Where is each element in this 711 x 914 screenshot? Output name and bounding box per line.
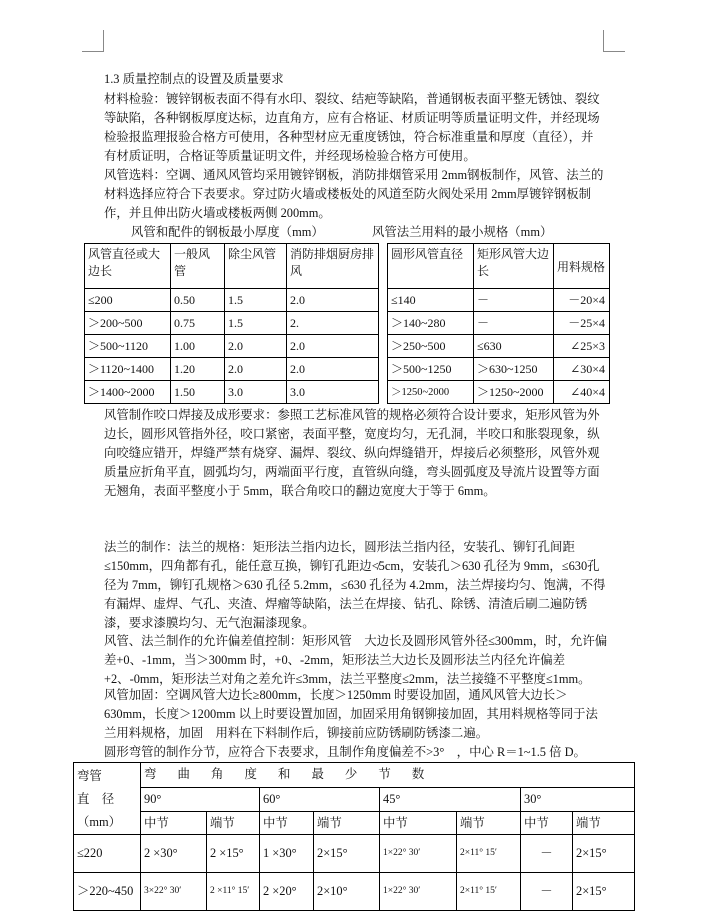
fabrication-paragraph: 风管制作咬口焊接及成形要求：参照工艺标准风管的规格必须符合设计要求，矩形风管为外边长，圆形风管指外径，咬口紧密，表面平整，宽度均匀，无孔洞，半咬口和胀裂现象，纵向咬缝应错开，焊缝严禁有烧穿、漏焊、裂纹、纵向焊缝错开，焊接后必须整形，风管外观质量应折角平直，圆弧均匀，两端面平行度，直管纵向缝，弯头圆弧度及导流片设置等方面无翘角，表面平整度小于 5mm，联合角咬口的翻边宽度大于等于 6mm。 [104, 408, 600, 498]
table-cell: ∠30×4 [554, 358, 610, 381]
table-header: 消防排烟厨房排风 [287, 244, 379, 289]
table-cell: － [521, 873, 573, 911]
table-cell: 1.00 [171, 335, 225, 358]
table-cell: ＞200~500 [85, 312, 171, 335]
table-cell: ＞500~1120 [85, 335, 171, 358]
elbow-paragraph: 圆形弯管的制作分节，应符合下表要求，且制作角度偏差不>3° ，中心 R＝1~1.5 倍 D。 [104, 745, 586, 759]
sub-header: 端节 [314, 812, 380, 835]
table-cell: ≤140 [388, 289, 474, 312]
table-cell: －25×4 [554, 312, 610, 335]
table-cell: 2×15° [573, 873, 635, 911]
thickness-table-caption: 风管和配件的钢板最小厚度（mm） [131, 225, 324, 239]
table-cell: ＞1250~2000 [388, 381, 474, 404]
sub-header: 中节 [260, 812, 314, 835]
table-cell: 3.0 [287, 381, 379, 404]
table-header: 矩形风管大边长 [474, 244, 554, 289]
flange-table-caption: 风管法兰用料的最小规格（mm） [372, 225, 553, 239]
table-cell: ≤630 [474, 335, 554, 358]
table-cell: 1.20 [171, 358, 225, 381]
table-cell: ＞1120~1400 [85, 358, 171, 381]
table-cell: 1.50 [171, 381, 225, 404]
table-cell: 2.0 [225, 358, 287, 381]
sub-header: 中节 [521, 812, 573, 835]
group-title: 弯 曲 角 度 和 最 少 节 数 [141, 763, 635, 788]
table-cell: 2 ×30° [141, 835, 207, 873]
sub-header: 端节 [207, 812, 260, 835]
crop-mark [603, 30, 604, 52]
diameter-cell: ≤220 [74, 835, 141, 873]
angle-header: 45° [380, 787, 521, 812]
table-cell: 2. [287, 312, 379, 335]
table-cell: 1 ×30° [260, 835, 314, 873]
table-cell: － [474, 312, 554, 335]
crop-mark [103, 30, 104, 52]
table-cell: 1×22° 30′ [380, 835, 457, 873]
table-cell: 2×11° 15′ [457, 873, 521, 911]
flange-paragraph: 法兰的制作：法兰的规格：矩形法兰指内边长，圆形法兰指内径，安装孔、铆钉孔间距≤150mm，四角都有孔，能任意互换，铆钉孔距边≮5cm，安装孔＞630 孔径为 9mm，≤630孔径为 7mm，铆钉孔规格＞630 孔径 5.2mm，≤630 孔径为 4.2mm，法兰焊接均匀、饱满，不得有漏焊、虚焊、气孔、夹渣、焊瘤等缺陷，法兰在焊接、钻孔、除锈、清渣后刷二遍防锈漆，要求漆膜均匀、无气泡漏漆现象。 [104, 540, 606, 630]
table-header: 除尘风管 [225, 244, 287, 289]
table-cell: － [474, 289, 554, 312]
table-cell: 2×15° [314, 835, 380, 873]
thickness-table [84, 243, 379, 404]
sub-header: 中节 [380, 812, 457, 835]
table-cell: ＞250~500 [388, 335, 474, 358]
table-cell: ∠40×4 [554, 381, 610, 404]
table-cell: 3.0 [225, 381, 287, 404]
table-cell: 2 ×11° 15′ [207, 873, 260, 911]
table-cell: 1×22° 30′ [380, 873, 457, 911]
table-cell: 2.0 [287, 358, 379, 381]
table-cell: 2×10° [314, 873, 380, 911]
angle-header: 90° [141, 787, 260, 812]
sub-header: 端节 [457, 812, 521, 835]
table-cell: 0.75 [171, 312, 225, 335]
table-cell: 3×22° 30′ [141, 873, 207, 911]
sub-header: 端节 [573, 812, 635, 835]
diameter-header: 弯管 直 径 （mm） [74, 763, 141, 835]
table-cell: 2×15° [573, 835, 635, 873]
table-cell: ＞630~1250 [474, 358, 554, 381]
table-header: 一般风管 [171, 244, 225, 289]
materials-paragraph: 材料检验：镀锌钢板表面不得有水印、裂纹、结疤等缺陷，普通钢板表面平整无锈蚀、裂纹等缺陷，各种钢板厚度达标，边直角方，应有合格证、材质证明等质量证明文件，并经现场检验报监理报验合格方可使用，各种型材应无重度锈蚀，符合标准重量和厚度（直径），并有材质证明，合格证等质量证明文件，并经现场检验合格方可使用。 [104, 92, 600, 163]
table-cell: 2 ×20° [260, 873, 314, 911]
diameter-cell: ＞220~450 [74, 873, 141, 911]
tolerance-paragraph: 风管、法兰制作的允许偏差值控制：矩形风管 大边长及圆形风管外径≤300mm，时，允许偏差+0、-1mm，当＞300mm 时，+0、-2mm，矩形法兰大边长及圆形法兰内径允许偏差+2、-0mm，矩形法兰对角之差允许≤3mm，法兰平整度≤2mm，法兰接缝不平整度≤1mm。 [104, 634, 608, 686]
angle-header: 60° [260, 787, 380, 812]
table-cell: 2 ×15° [207, 835, 260, 873]
table-cell: 1.5 [225, 289, 287, 312]
section-title: 1.3 质量控制点的设置及质量要求 [104, 72, 284, 86]
crop-mark [603, 51, 625, 52]
table-cell: －20×4 [554, 289, 610, 312]
angle-header: 30° [521, 787, 635, 812]
duct-material-paragraph: 风管选料：空调、通风风管均采用镀锌钢板，消防排烟管采用 2mm钢板制作，风管、法兰的材料选择应符合下表要求。穿过防火墙或楼板处的风道至防火阀处采用 2mm厚镀锌钢板制作，并且伸出防火墙或楼板两侧 200mm。 [104, 168, 604, 220]
table-cell: ＞1400~2000 [85, 381, 171, 404]
table-cell: 2×11° 15′ [457, 835, 521, 873]
table-cell: 2.0 [225, 335, 287, 358]
table-cell: ≤200 [85, 289, 171, 312]
table-cell: 2.0 [287, 289, 379, 312]
table-cell: 1.5 [225, 312, 287, 335]
reinforcement-paragraph: 风管加固：空调风管大边长≥800mm，长度＞1250mm 时要设加固，通风风管大边长＞630mm，长度＞1200mm 以上时要设置加固，加固采用角钢铆接加固，其用料规格等同于法兰用料规格，加固 用料在下料制作后，铆接前应防锈刷防锈漆二遍。 [104, 688, 598, 740]
table-cell: ∠25×3 [554, 335, 610, 358]
table-cell: 2.0 [287, 335, 379, 358]
table-cell: ＞500~1250 [388, 358, 474, 381]
elbow-table [73, 762, 635, 911]
table-cell: ＞1250~2000 [474, 381, 554, 404]
table-cell: ＞140~280 [388, 312, 474, 335]
table-header: 风管直径或大边长 [85, 244, 171, 289]
table-header: 圆形风管直径 [388, 244, 474, 289]
sub-header: 中节 [141, 812, 207, 835]
flange-table [387, 243, 610, 404]
table-cell: － [521, 835, 573, 873]
crop-mark [82, 51, 104, 52]
table-header: 用料规格 [554, 244, 610, 289]
table-cell: 0.50 [171, 289, 225, 312]
